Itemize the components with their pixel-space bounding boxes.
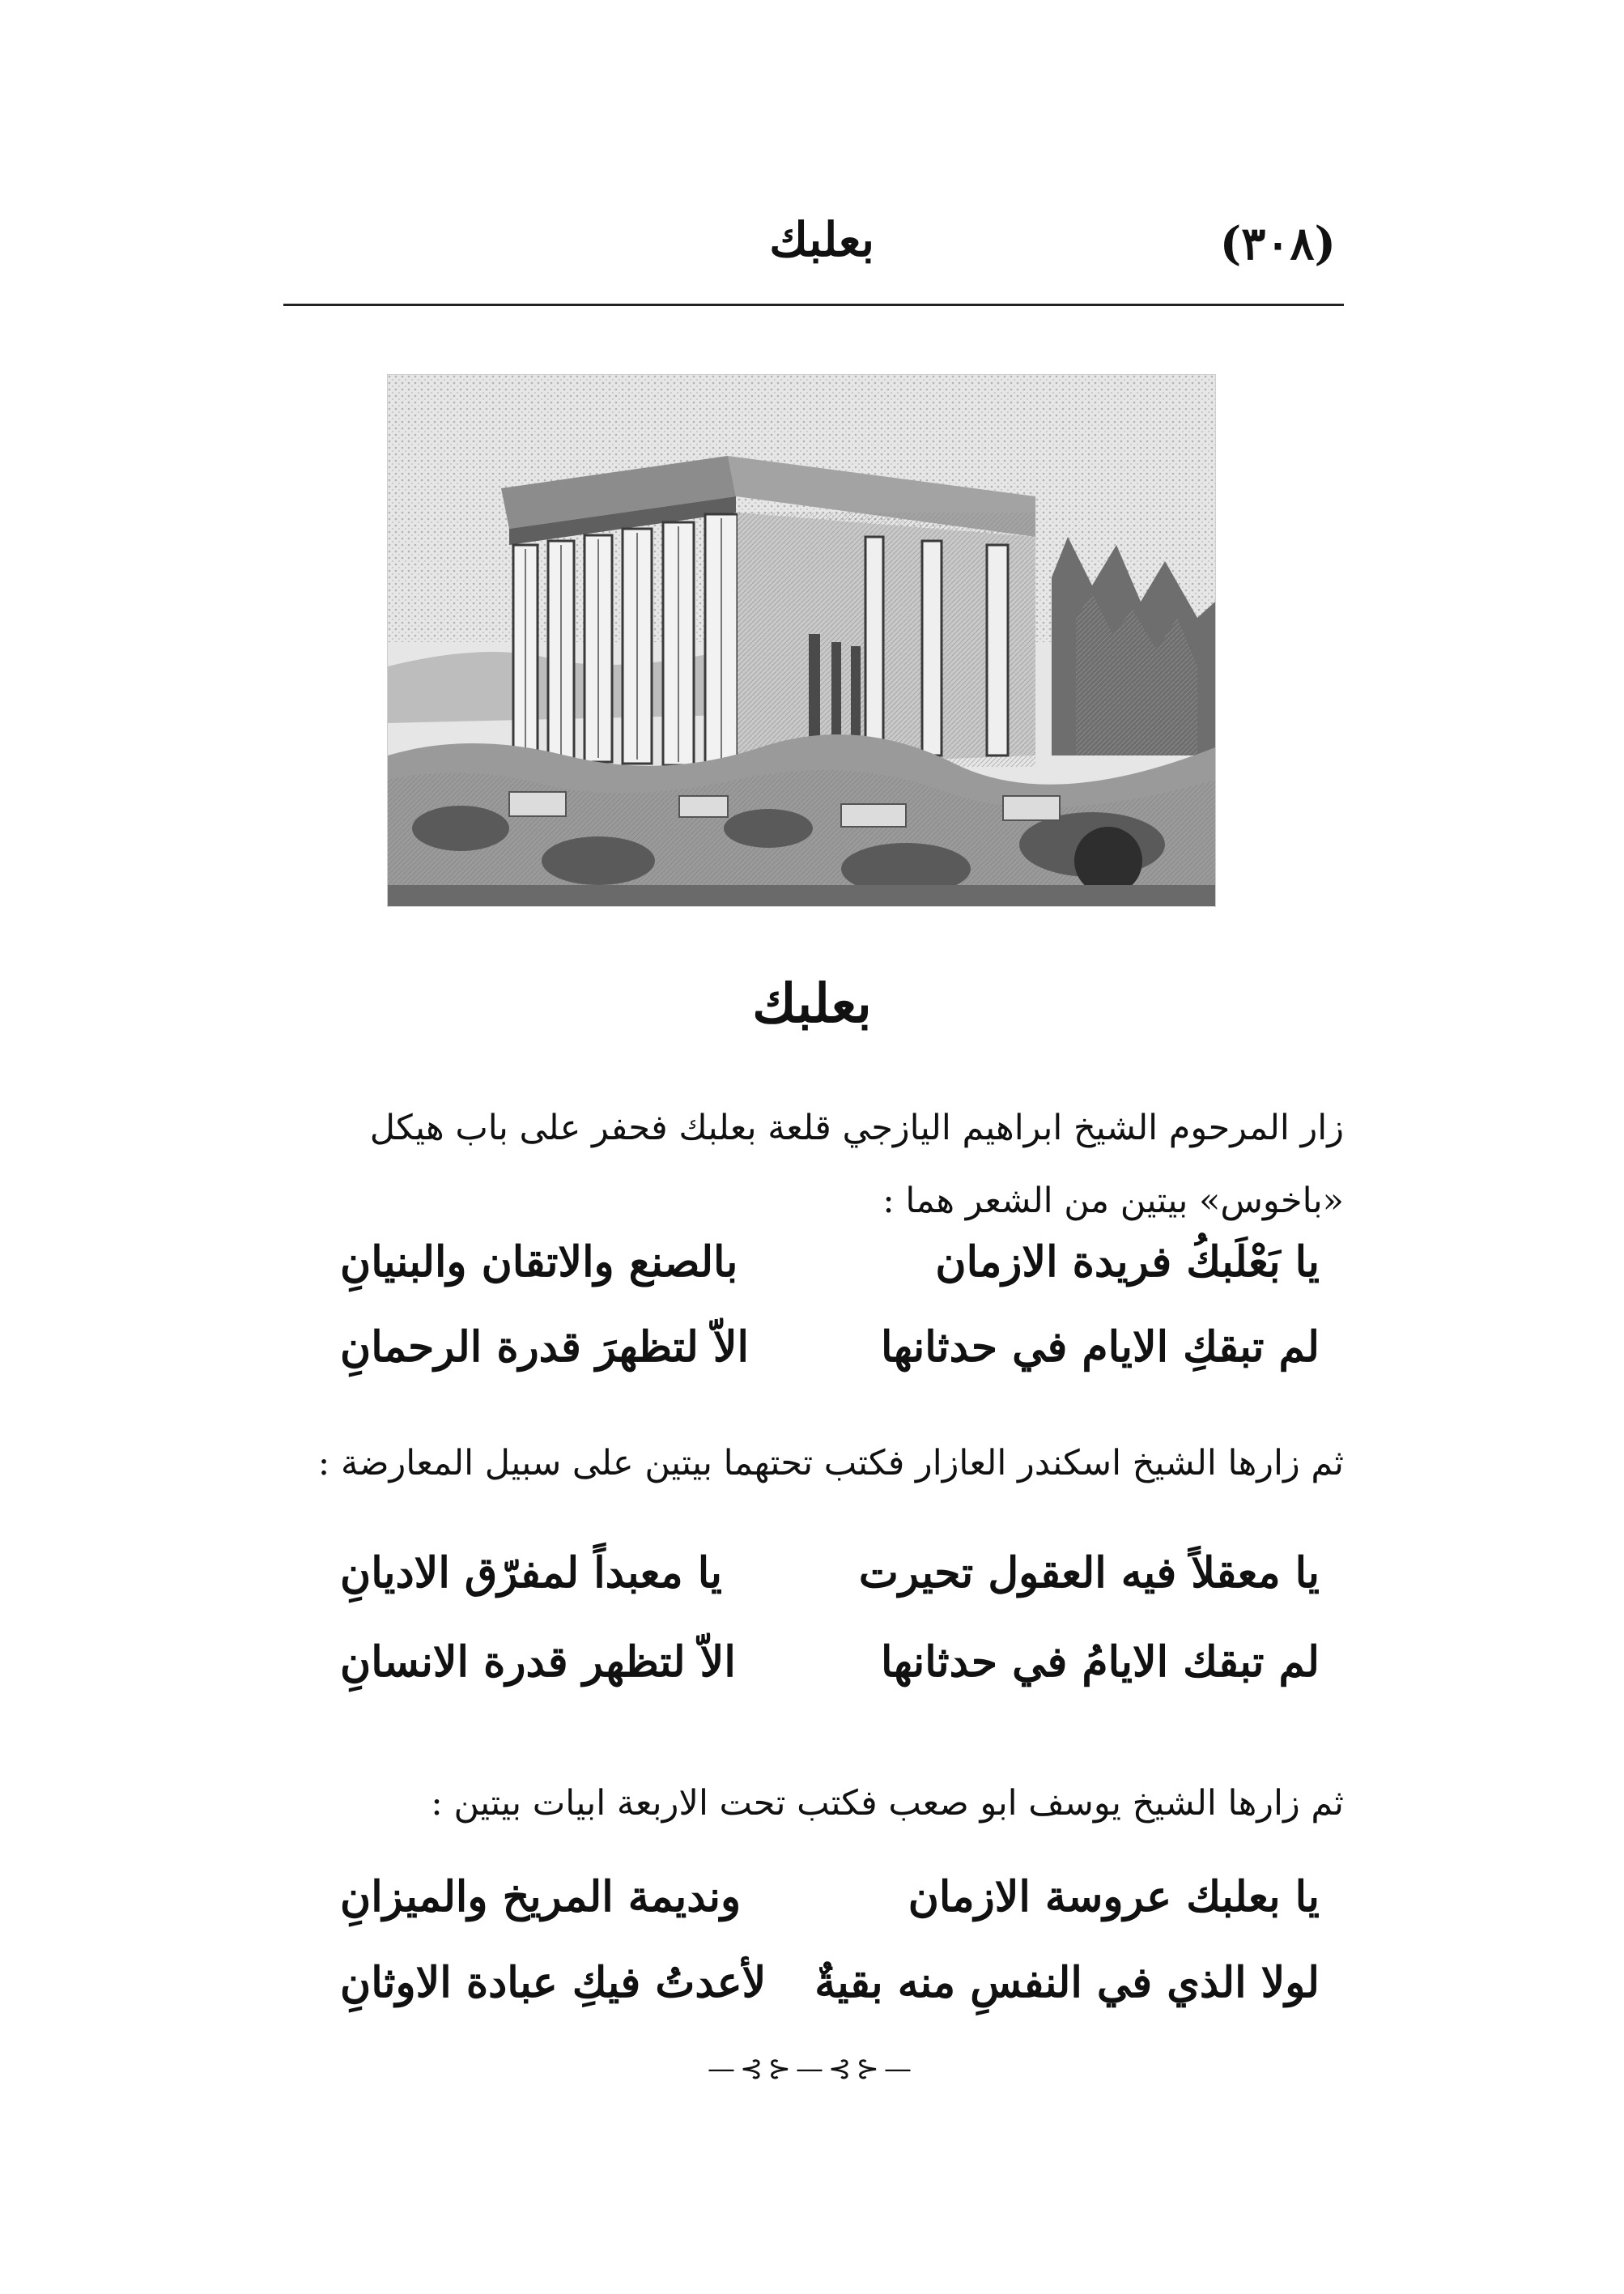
verse-line xyxy=(332,1237,1320,1310)
verse-first-hemistich: يا بَعْلَبكُ فريدة الازمان xyxy=(935,1237,1320,1287)
header-rule xyxy=(283,304,1344,306)
third-visit-note: ثم زارها الشيخ يوسف ابو صعب فكتب تحت الاربعة ابيات بيتين : xyxy=(431,1783,1344,1824)
running-title: بعلبك xyxy=(769,212,874,267)
verse-first-hemistich: لم تبقك الايامُ في حدثانها xyxy=(880,1637,1320,1687)
article-title: بعلبك xyxy=(752,972,872,1035)
verse-line xyxy=(332,1322,1320,1395)
verse-line xyxy=(332,1548,1320,1621)
closing-ornament: —⊰⊱—⊰⊱— xyxy=(708,2053,916,2085)
temple-illustration xyxy=(387,374,1216,907)
page-header xyxy=(283,202,1344,300)
verse-second-hemistich: يا معبداً لمفرّق الاديانِ xyxy=(340,1548,723,1598)
verse-line xyxy=(332,1872,1320,1945)
verse-first-hemistich: يا بعلبك عروسة الازمان xyxy=(908,1872,1320,1922)
verse-second-hemistich: ونديمة المريخ والميزانِ xyxy=(340,1872,742,1922)
verse-first-hemistich: يا معقلاً فيه العقول تحيرت xyxy=(858,1548,1320,1598)
verse-second-hemistich: الاّ لتظهر قدرة الانسانِ xyxy=(340,1637,736,1687)
intro-paragraph: زار المرحوم الشيخ ابراهيم اليازجي قلعة بعلبك فحفر على باب هيكل «باخوس» بيتين من الشعر هما : xyxy=(369,1108,1344,1221)
temple-engraving xyxy=(388,375,1215,906)
verse-second-hemistich: لأعدتُ فيكِ عبادة الاوثانِ xyxy=(340,1958,767,2007)
verse-first-hemistich: لولا الذي في النفسِ منه بقيةٌ xyxy=(814,1958,1320,2007)
second-visit-note: ثم زارها الشيخ اسكندر العازار فكتب تحتهما بيتين على سبيل المعارضة : xyxy=(317,1443,1344,1483)
verse-first-hemistich: لم تبقكِ الايام في حدثانها xyxy=(880,1322,1320,1372)
verse-second-hemistich: بالصنع والاتقان والبنيانِ xyxy=(340,1237,738,1287)
verse-line xyxy=(332,1637,1320,1710)
verse-second-hemistich: الاّ لتظهرَ قدرة الرحمانِ xyxy=(340,1322,749,1372)
page-number: (٣٠٨) xyxy=(1219,217,1336,270)
verse-line xyxy=(332,1958,1320,2031)
